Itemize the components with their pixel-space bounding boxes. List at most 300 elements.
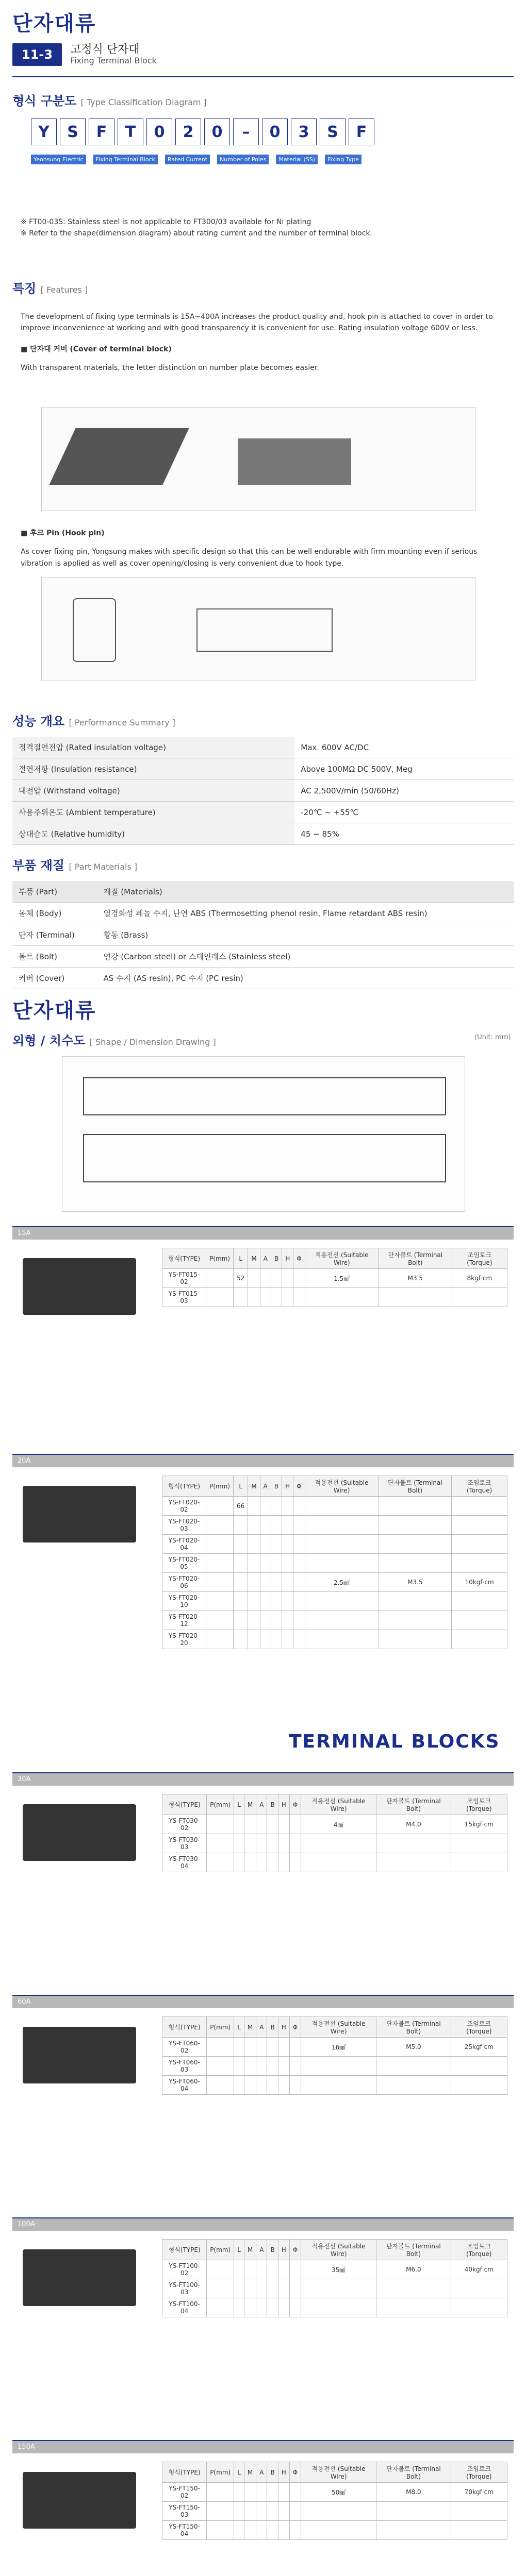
code-label: Number of Poles (217, 155, 269, 164)
table-row (162, 1535, 507, 1554)
table-row (162, 2298, 507, 2317)
table-cell: YS-FT020-04 (162, 1535, 206, 1554)
spec-table (162, 1248, 507, 1307)
table-cell (234, 2483, 244, 2502)
table-header-cell: A (256, 2017, 267, 2038)
table-cell (244, 1853, 256, 1872)
table-cell (260, 1497, 271, 1516)
cover-illustration (41, 407, 475, 511)
terminal-block-image (23, 1486, 136, 1543)
table-row (12, 946, 514, 968)
table-cell: 커버 (Cover) (12, 968, 97, 989)
table-cell (234, 1554, 248, 1573)
table-cell (267, 2502, 278, 2521)
table-header-cell: M (248, 1248, 260, 1269)
table-cell: 정격절연전압 (Rated insulation voltage) (12, 737, 294, 758)
table-cell (301, 2279, 376, 2298)
table-cell (293, 1592, 305, 1611)
table-header-cell: 형식(TYPE) (162, 2240, 207, 2260)
table-row (162, 1611, 507, 1630)
table-cell (451, 2076, 507, 2095)
table-cell (305, 1535, 379, 1554)
table-cell (206, 1573, 234, 1592)
table-cell (248, 1497, 260, 1516)
table-cell: 4㎟ (301, 1815, 376, 1834)
table-header-cell: L (234, 1794, 244, 1815)
table-cell (271, 1535, 282, 1554)
table-cell (244, 1815, 256, 1834)
table-header-cell: 재질 (Materials) (97, 881, 514, 903)
table-cell (248, 1592, 260, 1611)
table-cell: 66 (234, 1497, 248, 1516)
table-cell (244, 2260, 256, 2279)
table-header-cell: 단자볼트 (Terminal Bolt) (379, 1248, 452, 1269)
table-cell (207, 1815, 234, 1834)
table-cell (234, 1592, 248, 1611)
table-cell (293, 1269, 305, 1288)
table-cell (271, 1592, 282, 1611)
table-header-cell: M (244, 2462, 256, 2483)
table-cell: 10kgf·cm (452, 1573, 507, 1592)
table-cell (301, 2298, 376, 2317)
table-header-cell: 형식(TYPE) (162, 2462, 207, 2483)
table-cell (271, 1269, 282, 1288)
table-header-cell: A (260, 1476, 271, 1497)
spec-table (162, 1476, 507, 1649)
table-header-cell: M (248, 1476, 260, 1497)
code-label: Yeonsung Electric (31, 155, 86, 164)
table-header-cell: H (278, 2017, 289, 2038)
table-cell (301, 2076, 376, 2095)
cover-detail-image (238, 438, 351, 485)
table-header (12, 881, 514, 903)
code-char: F (89, 118, 114, 145)
table-row (162, 1573, 507, 1592)
table-cell (256, 2279, 267, 2298)
table-cell (207, 2298, 234, 2317)
table-header-cell: L (234, 1476, 248, 1497)
table-header-cell: A (256, 2462, 267, 2483)
table-row (12, 780, 514, 802)
table-cell (234, 1288, 248, 1307)
table-header-cell: B (267, 2017, 278, 2038)
table-cell (379, 1611, 452, 1630)
terminal-blocks-title: TERMINAL BLOCKS (289, 1731, 500, 1752)
table-cell (234, 1815, 244, 1834)
code-char: 0 (146, 118, 172, 145)
table-cell (244, 2298, 256, 2317)
table-cell: 단자 (Terminal) (12, 924, 97, 946)
code-char: S (320, 118, 346, 145)
table-row (162, 1815, 507, 1834)
table-header-cell: 단자볼트 (Terminal Bolt) (376, 2462, 451, 2483)
table-header-cell: 조임토크 (Torque) (451, 1794, 507, 1815)
table-header-cell: 부품 (Part) (12, 881, 97, 903)
table-cell (282, 1630, 293, 1649)
performance-table (12, 737, 514, 845)
table-header-cell: 조임토크 (Torque) (452, 1248, 507, 1269)
table-cell (376, 2057, 451, 2076)
table-cell (293, 1554, 305, 1573)
table-cell: M4.0 (376, 1815, 451, 1834)
divider (12, 76, 514, 77)
table-cell: YS-FT150-02 (162, 2483, 207, 2502)
table-header (162, 2240, 507, 2260)
table-cell (207, 2038, 234, 2057)
table-cell (282, 1516, 293, 1535)
table-cell (289, 2279, 301, 2298)
table-cell (271, 1554, 282, 1573)
table-row (12, 924, 514, 946)
table-cell (452, 1630, 507, 1649)
table-cell (248, 1554, 260, 1573)
table-cell (207, 1853, 234, 1872)
table-cell (289, 2038, 301, 2057)
table-row (162, 2057, 507, 2076)
table-header-cell: P(mm) (206, 1248, 234, 1269)
table-cell (289, 2502, 301, 2521)
spec-table (162, 2462, 507, 2540)
table-cell (305, 1288, 379, 1307)
table-cell: 40kgf·cm (451, 2260, 507, 2279)
table-cell (207, 1834, 234, 1853)
code-char: 3 (291, 118, 317, 145)
table-row (162, 2279, 507, 2298)
table-cell (376, 2298, 451, 2317)
table-cell: M3.5 (379, 1269, 452, 1288)
table-cell (278, 2521, 289, 2540)
table-cell (248, 1269, 260, 1288)
table-cell: YS-FT060-04 (162, 2076, 207, 2095)
code-label: Fixing Type (325, 155, 361, 164)
table-cell: YS-FT150-04 (162, 2521, 207, 2540)
table-cell (376, 1853, 451, 1872)
table-cell (451, 2521, 507, 2540)
drawing-front-view (83, 1134, 446, 1182)
table-row (162, 1516, 507, 1535)
table-cell (379, 1288, 452, 1307)
table-cell: 70kgf·cm (451, 2483, 507, 2502)
table-cell (206, 1269, 234, 1288)
table-cell (452, 1592, 507, 1611)
table-cell: 내전압 (Withstand voltage) (12, 780, 294, 802)
table-cell (305, 1516, 379, 1535)
table-cell (267, 2521, 278, 2540)
table-header-cell: H (278, 2240, 289, 2260)
table-cell (451, 2279, 507, 2298)
table-cell (289, 2483, 301, 2502)
table-cell (452, 1554, 507, 1573)
table-cell: YS-FT020-06 (162, 1573, 206, 1592)
table-cell (206, 1516, 234, 1535)
table-cell (293, 1288, 305, 1307)
table-cell: 45 ~ 85% (294, 823, 514, 845)
shape-heading: 외형 / 치수도 [ Shape / Dimension Drawing ] (12, 1033, 216, 1048)
table-cell (282, 1592, 293, 1611)
materials-table (12, 881, 514, 989)
table-header-cell: Φ (293, 1476, 305, 1497)
table-cell (256, 2521, 267, 2540)
table-cell (256, 1815, 267, 1834)
terminal-block-image (23, 2249, 136, 2306)
table-cell (278, 2038, 289, 2057)
table-cell (244, 2279, 256, 2298)
table-header-cell: M (244, 2240, 256, 2260)
table-header-cell: H (278, 2462, 289, 2483)
table-cell (305, 1592, 379, 1611)
product-group-header: 15A (12, 1227, 514, 1240)
code-char: 2 (175, 118, 201, 145)
terminal-block-image (23, 1258, 136, 1315)
table-cell (234, 1535, 248, 1554)
table-cell (206, 1630, 234, 1649)
table-cell (282, 1611, 293, 1630)
table-cell (289, 2057, 301, 2076)
table-cell: 몸체 (Body) (12, 903, 97, 924)
table-cell (289, 2298, 301, 2317)
table-cell: YS-FT020-05 (162, 1554, 206, 1573)
table-cell (244, 2483, 256, 2502)
table-header-cell: A (260, 1248, 271, 1269)
table-cell (267, 2076, 278, 2095)
table-cell (267, 1834, 278, 1853)
unit-label: (Unit: mm) (474, 1033, 511, 1041)
product-block (12, 1454, 514, 1682)
table-row (12, 903, 514, 924)
table-cell (305, 1630, 379, 1649)
table-cell (248, 1630, 260, 1649)
table-row (162, 1853, 507, 1872)
table-cell (207, 2483, 234, 2502)
table-cell (256, 2260, 267, 2279)
table-row (162, 2038, 507, 2057)
table-cell (207, 2057, 234, 2076)
table-cell (278, 2502, 289, 2521)
product-block (12, 1226, 514, 1454)
table-cell (301, 1834, 376, 1853)
table-cell (376, 2502, 451, 2521)
table-cell (248, 1611, 260, 1630)
table-row (162, 2483, 507, 2502)
table-header-cell: Φ (289, 2462, 301, 2483)
table-header-cell: M (244, 2017, 256, 2038)
table-header-cell: L (234, 2462, 244, 2483)
table-cell: M8.0 (376, 2483, 451, 2502)
table-cell (207, 2502, 234, 2521)
table-cell: Max. 600V AC/DC (294, 737, 514, 758)
table-cell (452, 1535, 507, 1554)
table-cell (278, 1834, 289, 1853)
table-cell (301, 2057, 376, 2076)
table-cell: 연강 (Carbon steel) or 스테인레스 (Stainless steel) (97, 946, 514, 968)
table-cell (379, 1516, 452, 1535)
table-cell: YS-FT020-12 (162, 1611, 206, 1630)
table-cell (256, 2298, 267, 2317)
table-cell: 15kgf·cm (451, 1815, 507, 1834)
table-row (12, 823, 514, 845)
code-label: Fixing Terminal Block (93, 155, 158, 164)
subtitle-ko: 고정식 단자대 (70, 43, 140, 57)
table-cell: YS-FT020-10 (162, 1592, 206, 1611)
table-cell: 1.5㎟ (305, 1269, 379, 1288)
table-header-cell: H (282, 1248, 293, 1269)
table-cell (260, 1573, 271, 1592)
table-cell (282, 1269, 293, 1288)
table-cell: YS-FT060-03 (162, 2057, 207, 2076)
table-cell (248, 1288, 260, 1307)
subtitle-en: Fixing Terminal Block (70, 56, 157, 66)
table-cell (234, 2076, 244, 2095)
table-cell (267, 2483, 278, 2502)
table-cell (271, 1630, 282, 1649)
table-cell: YS-FT100-03 (162, 2279, 207, 2298)
table-cell (244, 2076, 256, 2095)
table-cell (282, 1535, 293, 1554)
table-header-cell: M (244, 1794, 256, 1815)
table-cell (452, 1611, 507, 1630)
table-header-cell: A (256, 2240, 267, 2260)
table-cell (260, 1535, 271, 1554)
table-header-cell: 조임토크 (Torque) (451, 2017, 507, 2038)
table-header-cell: L (234, 2240, 244, 2260)
table-cell (244, 2038, 256, 2057)
table-cell (282, 1497, 293, 1516)
product-group-header: 150A (12, 2441, 514, 2453)
table-header-cell: L (234, 1248, 248, 1269)
table-header-cell: Φ (289, 2240, 301, 2260)
table-row (162, 2502, 507, 2521)
page-title (12, 7, 96, 37)
terminal-block-image (23, 1804, 136, 1861)
table-cell (278, 2076, 289, 2095)
table-header-cell: B (267, 1794, 278, 1815)
table-cell (282, 1573, 293, 1592)
table-cell: YS-FT100-02 (162, 2260, 207, 2279)
table-header-cell: 적용전선 (Suitable Wire) (301, 2462, 376, 2483)
table-cell (260, 1269, 271, 1288)
table-cell (278, 2057, 289, 2076)
table-row (12, 968, 514, 989)
table-header-cell: P(mm) (207, 2017, 234, 2038)
table-cell (248, 1535, 260, 1554)
table-header-cell: Φ (289, 2017, 301, 2038)
code-char: – (233, 118, 259, 145)
table-cell (293, 1497, 305, 1516)
table-cell (260, 1516, 271, 1535)
table-cell: 황동 (Brass) (97, 924, 514, 946)
table-cell (206, 1592, 234, 1611)
table-cell (234, 2521, 244, 2540)
table-cell: 52 (234, 1269, 248, 1288)
table-header-cell: 단자볼트 (Terminal Bolt) (376, 2240, 451, 2260)
table-cell (267, 1815, 278, 1834)
table-cell (293, 1535, 305, 1554)
table-cell: 2.5㎟ (305, 1573, 379, 1592)
table-cell (248, 1516, 260, 1535)
table-cell (267, 2260, 278, 2279)
table-cell (278, 2298, 289, 2317)
table-header-cell: B (267, 2462, 278, 2483)
table-cell (301, 2502, 376, 2521)
table-cell: YS-FT020-20 (162, 1630, 206, 1649)
table-cell (376, 2521, 451, 2540)
table-cell: 절연저항 (Insulation resistance) (12, 758, 294, 780)
table-cell (206, 1497, 234, 1516)
table-cell (234, 1853, 244, 1872)
table-cell (207, 2521, 234, 2540)
table-header-cell: 단자볼트 (Terminal Bolt) (376, 2017, 451, 2038)
code-char: F (349, 118, 374, 145)
code-char: S (60, 118, 86, 145)
product-block (12, 1995, 514, 2217)
table-header-cell: Φ (289, 1794, 301, 1815)
table-header-cell: P(mm) (207, 1794, 234, 1815)
table-header-cell: Φ (293, 1248, 305, 1269)
table-cell (293, 1516, 305, 1535)
table-cell (244, 2502, 256, 2521)
table-row (162, 1592, 507, 1611)
hook-pin-image (73, 598, 116, 662)
table-header (162, 1794, 507, 1815)
shape-section-title: 단자대류 (12, 999, 96, 1023)
product-group-header: 60A (12, 1996, 514, 2008)
table-cell (207, 2260, 234, 2279)
table-cell (234, 2502, 244, 2521)
code-label: Material (SS) (276, 155, 318, 164)
table-cell: 8kgf·cm (452, 1269, 507, 1288)
table-cell (206, 1535, 234, 1554)
table-cell (234, 2260, 244, 2279)
table-cell (234, 1630, 248, 1649)
group2-products (12, 1772, 514, 2576)
table-cell (234, 1516, 248, 1535)
table-cell (289, 2521, 301, 2540)
table-header-cell: A (256, 1794, 267, 1815)
table-cell (256, 2502, 267, 2521)
table-cell (451, 2057, 507, 2076)
table-cell: YS-FT060-02 (162, 2038, 207, 2057)
table-cell: M5.0 (376, 2038, 451, 2057)
table-cell (234, 2057, 244, 2076)
table-cell (267, 2038, 278, 2057)
table-header (162, 1248, 507, 1269)
table-header-cell: 적용전선 (Suitable Wire) (305, 1248, 379, 1269)
product-block (12, 1772, 514, 1995)
table-cell (293, 1573, 305, 1592)
table-header-cell: 형식(TYPE) (162, 1794, 207, 1815)
table-cell: YS-FT020-03 (162, 1516, 206, 1535)
table-cell (376, 2076, 451, 2095)
table-header (162, 2462, 507, 2483)
table-cell (376, 1834, 451, 1853)
table-cell: 16㎟ (301, 2038, 376, 2057)
table-cell (244, 1834, 256, 1853)
table-header-cell: 형식(TYPE) (162, 1476, 206, 1497)
code-char: 0 (262, 118, 288, 145)
table-cell: YS-FT015-02 (162, 1269, 206, 1288)
table-cell (206, 1611, 234, 1630)
table-cell (376, 2279, 451, 2298)
table-cell (267, 1853, 278, 1872)
table-cell: YS-FT030-02 (162, 1815, 207, 1834)
table-header-cell: 단자볼트 (Terminal Bolt) (376, 1794, 451, 1815)
table-cell (260, 1554, 271, 1573)
table-header-cell: 형식(TYPE) (162, 2017, 207, 2038)
product-header (12, 43, 157, 66)
table-cell (271, 1516, 282, 1535)
section-title: 단자대류 (12, 12, 96, 36)
table-cell (244, 2521, 256, 2540)
